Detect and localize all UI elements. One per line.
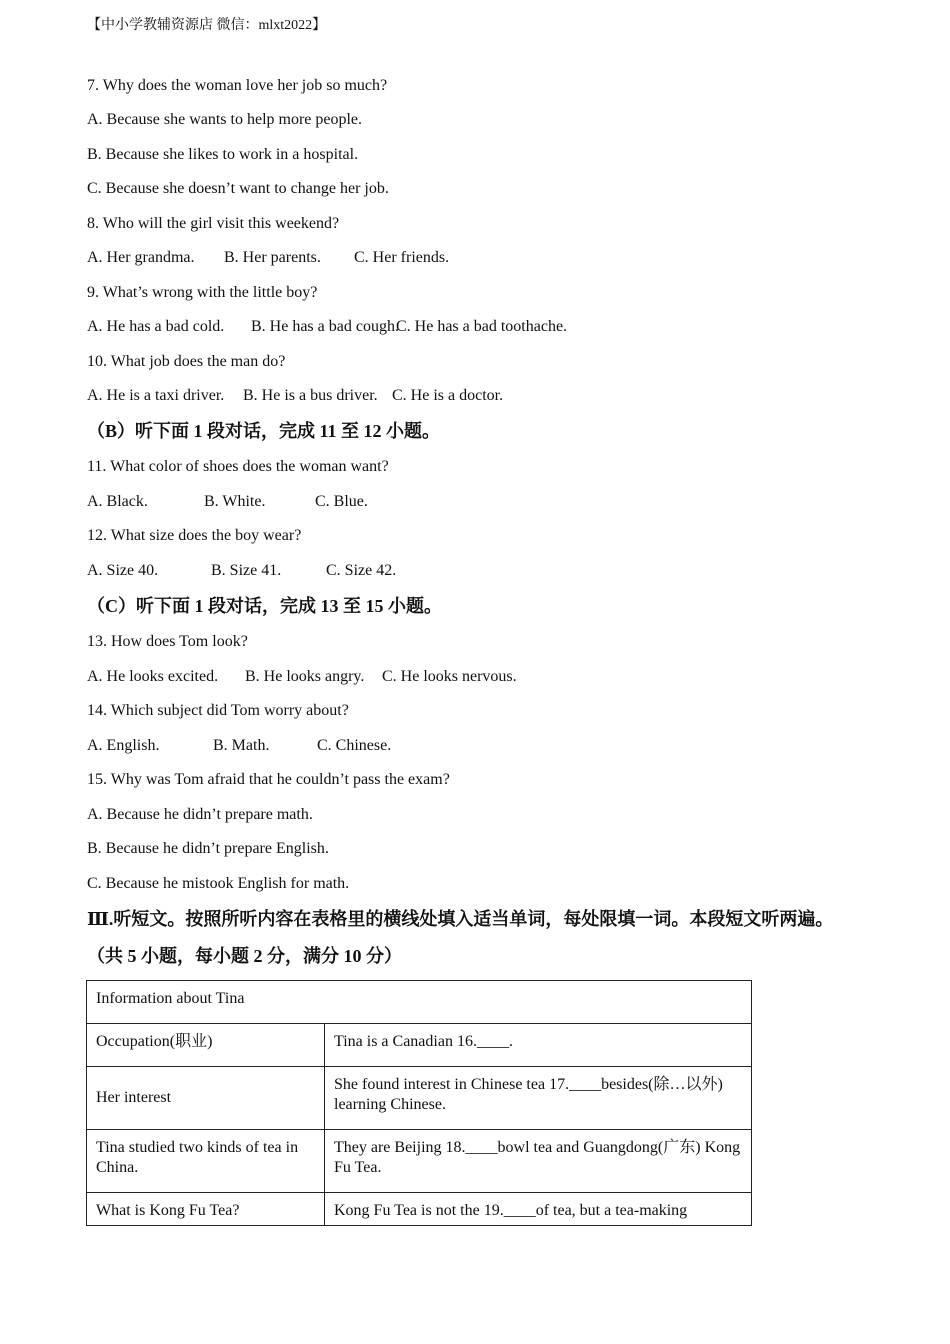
- table-title-row: [87, 981, 752, 1024]
- info-table: [86, 980, 752, 1226]
- question-8-stem: 8. Who will the girl visit this weekend?: [87, 215, 340, 232]
- section-c-heading: （C）听下面 1 段对话，完成 13 至 15 小题。: [87, 596, 442, 616]
- question-11-stem: 11. What color of shoes does the woman want?: [87, 458, 389, 475]
- question-9-options: [87, 317, 567, 337]
- question-9-option-a: A. He has a bad cold.: [87, 318, 225, 335]
- question-7-option-b: B. Because she likes to work in a hospital.: [87, 146, 359, 163]
- question-10-stem: 10. What job does the man do?: [87, 353, 286, 370]
- table-title: Information about Tina: [87, 981, 752, 1024]
- question-13-option-b: B. He looks angry.: [245, 668, 365, 685]
- question-13-option-c: C. He looks nervous.: [382, 668, 517, 685]
- question-15-option-b: B. Because he didn’t prepare English.: [87, 840, 329, 857]
- question-8-option-a: A. Her grandma.: [87, 249, 195, 266]
- table-cell-label: Occupation(职业): [87, 1024, 325, 1067]
- question-8-options: [87, 248, 449, 268]
- table-cell-content: Tina is a Canadian 16.____.: [325, 1024, 752, 1067]
- table-cell-label: What is Kong Fu Tea?: [87, 1193, 325, 1226]
- question-9-option-b: B. He has a bad cough.: [251, 318, 399, 335]
- table-cell-label: Her interest: [87, 1067, 325, 1130]
- question-13-stem: 13. How does Tom look?: [87, 633, 248, 650]
- table-cell-content: They are Beijing 18.____bowl tea and Guangdong(广东) Kong Fu Tea.: [325, 1130, 752, 1193]
- question-14-option-a: A. English.: [87, 737, 160, 754]
- question-10-option-b: B. He is a bus driver.: [243, 387, 378, 404]
- question-7-stem: 7. Why does the woman love her job so much?: [87, 77, 388, 94]
- question-12-option-c: C. Size 42.: [326, 562, 397, 579]
- table-cell-label: Tina studied two kinds of tea in China.: [87, 1130, 325, 1193]
- question-15-stem: 15. Why was Tom afraid that he couldn’t pass the exam?: [87, 771, 450, 788]
- question-14-option-b: B. Math.: [213, 737, 270, 754]
- question-12-option-b: B. Size 41.: [211, 562, 282, 579]
- table-cell-content: Kong Fu Tea is not the 19.____of tea, but a tea-making: [325, 1193, 752, 1226]
- table-cell-content: She found interest in Chinese tea 17.____besides(除…以外) learning Chinese.: [325, 1067, 752, 1130]
- question-7-option-a: A. Because she wants to help more people.: [87, 111, 363, 128]
- question-11-options: [87, 492, 368, 512]
- watermark-header: 【中小学教辅资源店 微信：mlxt2022】: [87, 18, 327, 33]
- question-9-stem: 9. What’s wrong with the little boy?: [87, 284, 318, 301]
- table-row: [87, 1024, 752, 1067]
- question-12-options: [87, 561, 396, 581]
- table-row: [87, 1193, 752, 1226]
- question-9-option-c: C. He has a bad toothache.: [396, 318, 568, 335]
- question-14-options: [87, 736, 391, 756]
- question-10-option-c: C. He is a doctor.: [392, 387, 504, 404]
- question-15-option-a: A. Because he didn’t prepare math.: [87, 806, 313, 823]
- question-12-option-a: A. Size 40.: [87, 562, 159, 579]
- question-10-option-a: A. He is a taxi driver.: [87, 387, 225, 404]
- question-11-option-b: B. White.: [204, 493, 266, 510]
- question-14-option-c: C. Chinese.: [317, 737, 392, 754]
- section-b-heading: （B）听下面 1 段对话，完成 11 至 12 小题。: [87, 421, 441, 441]
- question-8-option-c: C. Her friends.: [354, 249, 450, 266]
- question-7-option-c: C. Because she doesn’t want to change her job.: [87, 180, 389, 197]
- table-row: [87, 1067, 752, 1130]
- question-13-option-a: A. He looks excited.: [87, 668, 219, 685]
- section-3-score: （共 5 小题，每小题 2 分，满分 10 分）: [87, 946, 402, 966]
- question-10-options: [87, 386, 503, 406]
- question-11-option-a: A. Black.: [87, 493, 148, 510]
- section-3-heading: Ⅲ.听短文。按照所听内容在表格里的横线处填入适当单词，每处限填一词。本段短文听两遍。: [87, 909, 834, 929]
- question-14-stem: 14. Which subject did Tom worry about?: [87, 702, 349, 719]
- question-15-option-c: C. Because he mistook English for math.: [87, 875, 350, 892]
- question-13-options: [87, 667, 517, 687]
- question-11-option-c: C. Blue.: [315, 493, 368, 510]
- table-row: [87, 1130, 752, 1193]
- question-8-option-b: B. Her parents.: [224, 249, 321, 266]
- question-12-stem: 12. What size does the boy wear?: [87, 527, 302, 544]
